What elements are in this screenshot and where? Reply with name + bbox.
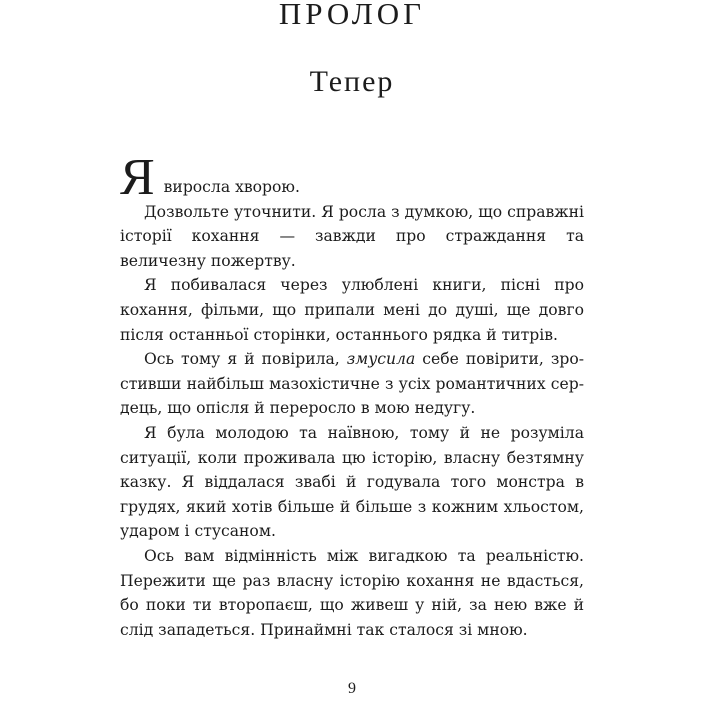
paragraph-2: Дозвольте уточнити. Я росла з думкою, що справжні історії кохання — завжди про страждання та величезну пожертву. [120, 202, 584, 270]
body-text [120, 149, 584, 642]
paragraph-3: Я побивалася через улюблені книги, пісні про кохання, фільми, що припали мені до душі, ще довго після останньої сторінки, останнього рядка й титрів. [120, 276, 584, 344]
paragraph-4-text-a: Ось тому я й повірила, [144, 350, 347, 369]
paragraph-4 [120, 347, 584, 421]
page-number: 9 [348, 680, 356, 697]
chapter-title: ПРОЛОГ [278, 0, 426, 31]
chapter-subtitle: Тепер [309, 65, 395, 98]
paragraph-4-text-b: себе повірити, зростивши найбільш мазохістичне з усіх романтичних сердець, що опісля й переросло в мою недугу. [120, 350, 584, 418]
paragraph-5: Я була молодою та наївною, тому й не розуміла ситуації, коли проживала цю історію, власну безтямну казку. Я віддалася звабі й годувала того монстра в грудях, який хотів більше й більше з кожним хльостом, ударом і стусаном. [120, 423, 584, 541]
drop-cap: Я [120, 149, 155, 206]
paragraph-6: Ось вам відмінність між вигадкою та реальністю. Пережити ще раз власну історію кохання не вдасться, бо поки ти второпаєш, що живеш у ній, за нею вже й слід западеться. Принаймні так сталося зі мною. [120, 546, 584, 639]
emphasis-text: змусила [346, 350, 416, 369]
paragraph-1-text: виросла хворою. [158, 178, 300, 196]
paragraph-1 [120, 149, 584, 206]
